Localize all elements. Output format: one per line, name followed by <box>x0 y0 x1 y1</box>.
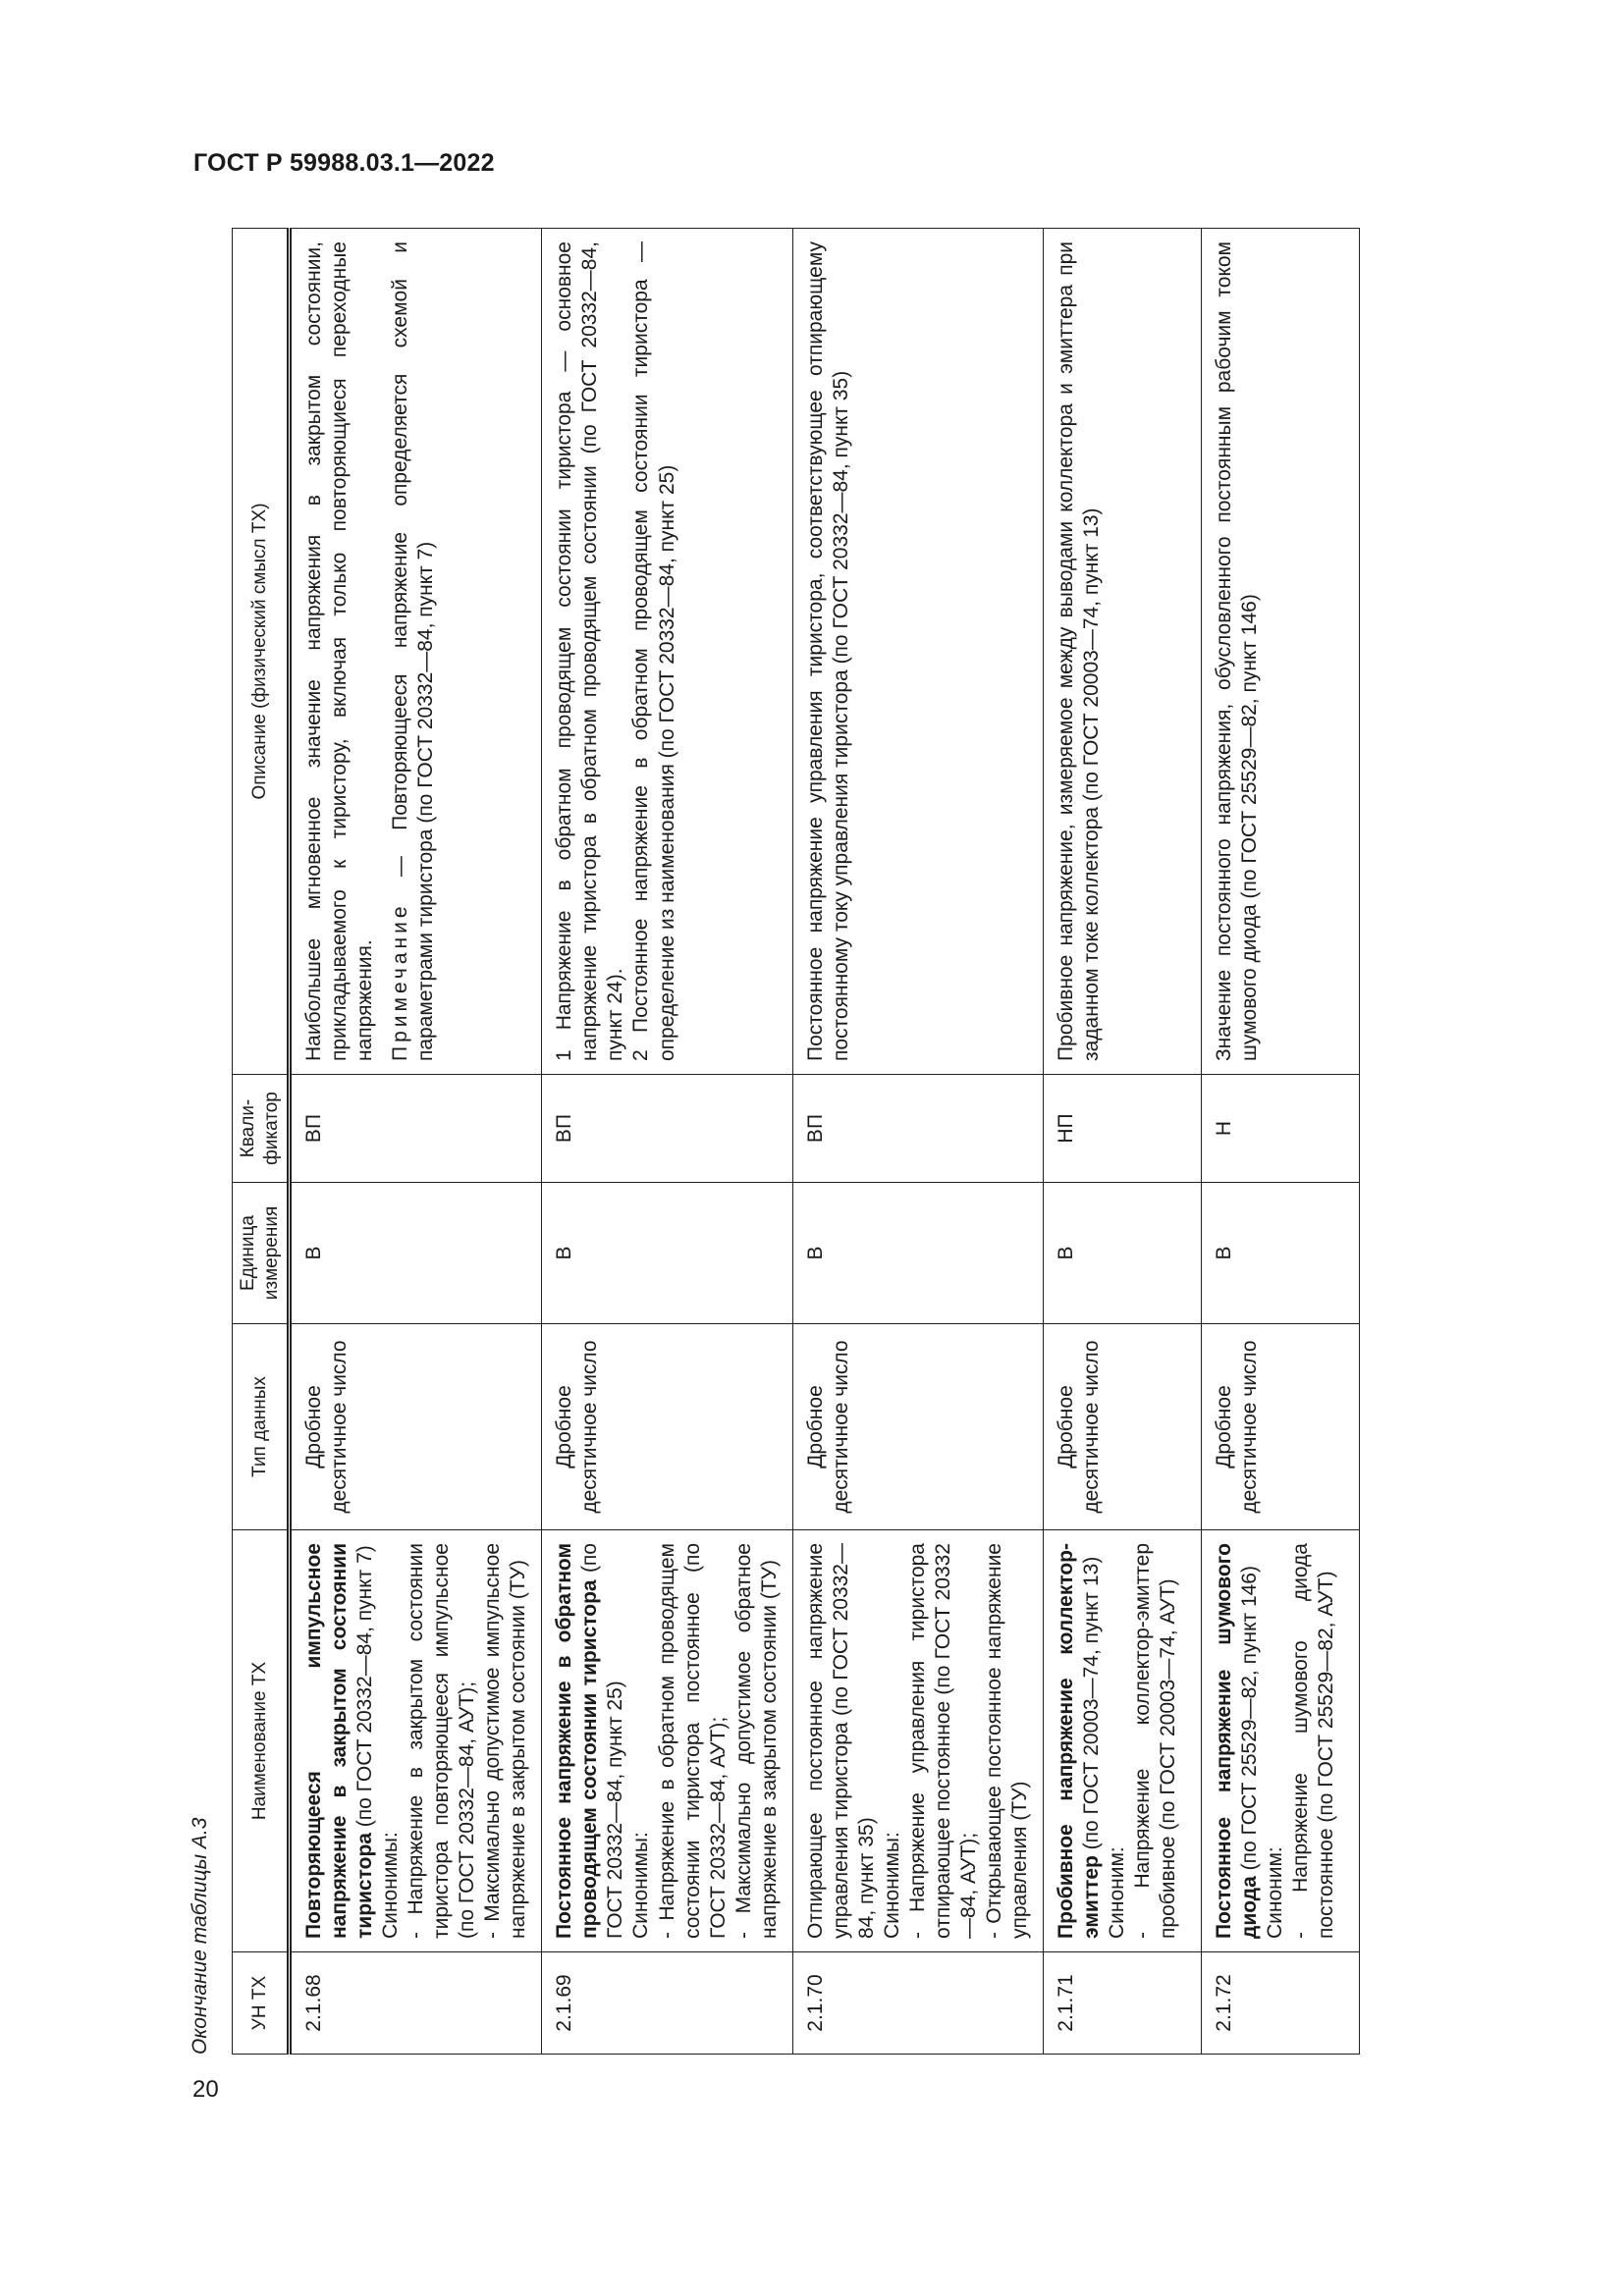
name-plain: Отпирающее постоянное напряжение управления тиристора (по ГОСТ 20332—84, пункт 35) <box>803 1543 878 1939</box>
description-text: Значение постоянного напряжения, обусловленного постоянным рабочим током шумового диода (по ГОСТ 25529—82, пункт 146) <box>1212 241 1261 1061</box>
table-header-row <box>233 229 290 2055</box>
synonym-item: - Максимально допустимое импульсное напряжение в закрытом состоянии (ТУ) <box>481 1543 530 1939</box>
description-text: Постоянное напряжение управления тиристора, соответствующее отпирающему постоянному току управления тиристора (по ГОСТ 20332—84, пункт 35) <box>803 241 852 1061</box>
table-row <box>542 229 792 2055</box>
row-name <box>290 1530 542 1952</box>
row-data-type: Дробное десятичное число <box>1043 1324 1201 1530</box>
column-header-data-type: Тип данных <box>233 1324 290 1530</box>
table-row <box>792 229 1043 2055</box>
description-text: Наибольшее мгновенное значение напряжения в закрытом состоянии, прикладываемого к тиристору, включая только повторяющиеся переходные напряжения. <box>302 241 377 1061</box>
row-name <box>1201 1530 1359 1952</box>
row-description <box>792 229 1043 1075</box>
name-reference: (по ГОСТ 20332—84, пункт 7) <box>353 1545 377 1834</box>
row-qualifier: ВП <box>290 1075 542 1183</box>
name-bold: Повторяющееся импульсное напряжение в закрытом состоянии тиристора <box>302 1543 377 1939</box>
row-code: 2.1.71 <box>1043 1952 1201 2055</box>
column-header-name: Наименование ТХ <box>233 1530 290 1952</box>
synonym-label: Синонимы: <box>880 1832 903 1939</box>
row-description <box>1043 229 1201 1075</box>
synonym-item: - Напряжение управления тиристора отпирающее постоянное (по ГОСТ 20332—84, АУТ); <box>905 1543 980 1939</box>
row-code: 2.1.69 <box>542 1952 792 2055</box>
synonym-item: - Напряжение коллектор-эмиттер пробивное (по ГОСТ 20003—74, АУТ) <box>1131 1543 1180 1939</box>
table-row <box>290 229 542 2055</box>
row-unit: В <box>542 1183 792 1324</box>
row-description <box>542 229 792 1075</box>
name-bold: Постоянное напряжение в обратном проводящем состоянии тиристора <box>553 1543 602 1939</box>
row-unit: В <box>1043 1183 1201 1324</box>
row-code: 2.1.72 <box>1201 1952 1359 2055</box>
synonym-label: Синоним: <box>1264 1846 1286 1939</box>
name-bold: Пробивное напряжение коллектор-эмиттер <box>1054 1543 1103 1939</box>
synonym-item: - Открывающее постоянное напряжение управления (ТУ) <box>982 1543 1031 1939</box>
name-reference: (по ГОСТ 20003—74, пункт 13) <box>1079 1556 1103 1856</box>
description-text: 1 Напряжение в обратном проводящем состоянии тиристора — основное напряжение тиристора в обратном проводящем состоянии (по ГОСТ 20332—84, пункт 24). <box>553 241 627 1061</box>
synonym-item: - Напряжение в обратном проводящем состоянии тиристора постоянное (по ГОСТ 20332—84, АУТ); <box>655 1543 730 1939</box>
row-qualifier: ВП <box>542 1075 792 1183</box>
name-bold: Постоянное напряжение шумового диода <box>1212 1543 1261 1939</box>
document-header: ГОСТ Р 59988.03.1—2022 <box>193 149 495 177</box>
table-row <box>1201 229 1359 2055</box>
synonym-label: Синоним: <box>1106 1846 1128 1939</box>
synonym-item: - Напряжение в закрытом состоянии тиристора повторяющееся импульсное (по ГОСТ 20332—84, АУТ); <box>405 1543 479 1939</box>
row-code: 2.1.68 <box>290 1952 542 2055</box>
description-text: 2 Постоянное напряжение в обратном проводящем состоянии тиристора — определение из наименования (по ГОСТ 20332—84, пункт 25) <box>629 241 678 1061</box>
name-reference: (по ГОСТ 20332—84, пункт 25) <box>578 1543 627 1939</box>
characteristics-table <box>232 228 1360 2055</box>
synonym-item: - Напряжение шумового диода постоянное (по ГОСТ 25529—82, АУТ) <box>1289 1543 1338 1939</box>
page-number: 20 <box>192 2076 219 2103</box>
row-unit: В <box>1201 1183 1359 1324</box>
row-name <box>792 1530 1043 1952</box>
column-header-description: Описание (физический смысл ТХ) <box>233 229 290 1075</box>
rotated-table-block <box>189 229 1465 2055</box>
synonym-label: Синонимы: <box>629 1832 653 1939</box>
row-qualifier: ВП <box>792 1075 1043 1183</box>
row-data-type: Дробное десятичное число <box>792 1324 1043 1530</box>
row-qualifier: Н <box>1201 1075 1359 1183</box>
row-data-type: Дробное десятичное число <box>542 1324 792 1530</box>
table-row <box>1043 229 1201 2055</box>
row-unit: В <box>792 1183 1043 1324</box>
row-code: 2.1.70 <box>792 1952 1043 2055</box>
column-header-code: УН ТХ <box>233 1952 290 2055</box>
note-text: — Повторяющееся напряжение определяется схемой и параметрами тиристора (по ГОСТ 20332—84, пункт 7) <box>389 241 438 1061</box>
row-unit: В <box>290 1183 542 1324</box>
row-description <box>1201 229 1359 1075</box>
synonym-label: Синонимы: <box>379 1832 403 1939</box>
row-data-type: Дробное десятичное число <box>1201 1324 1359 1530</box>
synonym-item: - Максимально допустимое обратное напряжение в закрытом состоянии (ТУ) <box>731 1543 781 1939</box>
note-label: Примечание <box>389 902 412 1061</box>
name-reference: (по ГОСТ 25529—82, пункт 146) <box>1237 1566 1261 1877</box>
row-name <box>1043 1530 1201 1952</box>
row-name <box>542 1530 792 1952</box>
column-header-qualifier: Квали- фикатор <box>233 1075 290 1183</box>
row-qualifier: НП <box>1043 1075 1201 1183</box>
row-description <box>290 229 542 1075</box>
paragraph-gap <box>378 241 388 1061</box>
table-caption: Окончание таблицы А.3 <box>189 1817 211 2055</box>
row-data-type: Дробное десятичное число <box>290 1324 542 1530</box>
column-header-unit: Единица измерения <box>233 1183 290 1324</box>
description-text: Пробивное напряжение, измеряемое между выводами коллектора и эмиттера при заданном токе коллектора (по ГОСТ 20003—74, пункт 13) <box>1054 241 1103 1061</box>
